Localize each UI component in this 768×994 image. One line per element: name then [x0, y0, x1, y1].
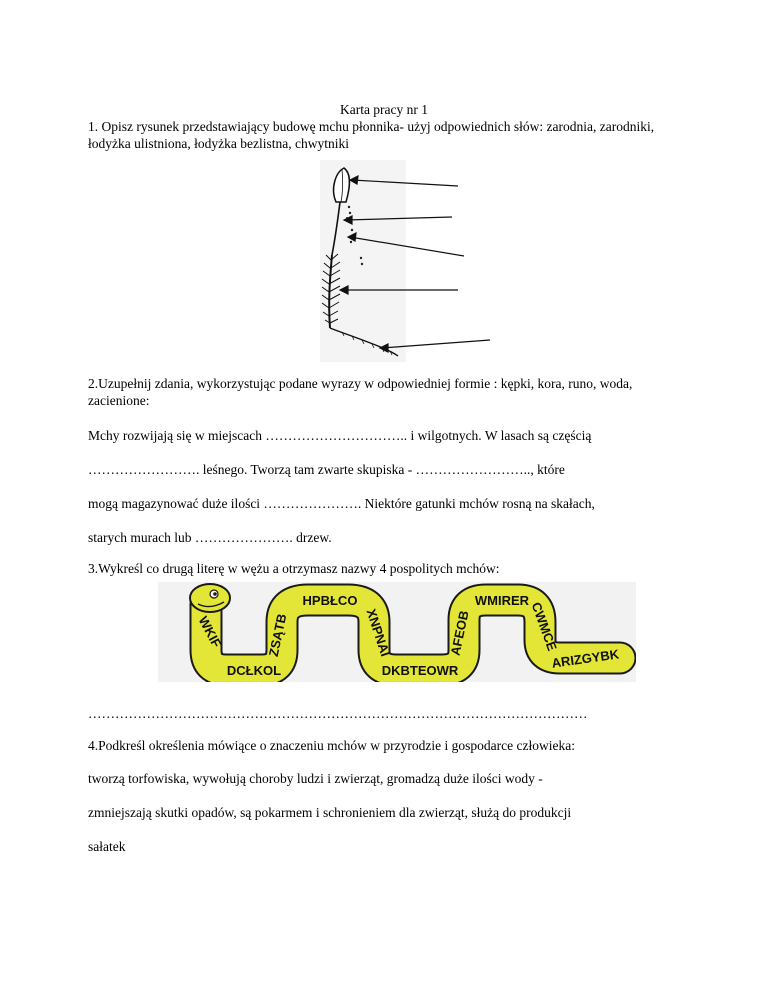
task4-option-line-2: zmniejszają skutki opadów, są pokarmem i schronieniem dla zwierząt, służą do produkcji — [88, 805, 572, 820]
task4-option-line-1: tworzą torfowiska, wywołują choroby ludzi i zwierząt, gromadzą duże ilości wody - — [88, 771, 543, 786]
snake-segment-3: ZSĄTB — [265, 612, 290, 658]
task2-sentence-line-2: ……………………. leśnego. Tworzą tam zwarte skupiska - …………………….., które — [88, 462, 565, 477]
task4-instruction: 4.Podkreśl określenia mówiące o znaczeniu mchów w przyrodzie i gospodarce człowieka: — [88, 738, 575, 753]
snake-head — [190, 584, 230, 612]
task4-option-line-3: sałatek — [88, 839, 126, 854]
worksheet-title: Karta pracy nr 1 — [339, 102, 429, 117]
task3-answer-line: ………………………………………………………………………………………………… — [88, 706, 588, 721]
snake-word-puzzle — [158, 582, 636, 682]
snake-segment-1: WKIF — [195, 613, 225, 651]
task1-text: 1. Opisz rysunek przedstawiający budowę mchu płonnika- użyj odpowiednich słów: zarodnia, zarodniki, łodyżka ulistniona, łodyżka bezlistna, chwytniki — [88, 119, 655, 151]
task3-instruction: 3.Wykreśl co drugą literę w wężu a otrzymasz nazwy 4 pospolitych mchów: — [88, 561, 500, 576]
snake-segment-4: HPBŁCO — [302, 593, 358, 608]
task2-sentence-line-3: mogą magazynować duże ilości …………………. Niektóre gatunki mchów rosną na skałach, — [88, 496, 595, 511]
snake-segment-6: DKBTEOWR — [381, 663, 459, 678]
snake-segment-8: WMIRER — [474, 593, 530, 608]
snake-segment-5: XNPNAI — [363, 606, 394, 659]
snake-segment-9: CWMCE — [528, 600, 560, 653]
task2-instruction: 2.Uzupełnij zdania, wykorzystując podane wyrazy w odpowiedniej formie : kępki, kora, runo, woda, zacienione: — [88, 376, 633, 408]
snake-segment-7: AFEOB — [447, 609, 472, 657]
moss-structure-diagram — [318, 160, 496, 362]
snake-segment-10: ARIZGYBK — [550, 646, 621, 671]
task2-sentence-line-1: Mchy rozwijają się w miejscach ………………………….. i wilgotnych. W lasach są częścią — [88, 428, 592, 443]
snake-segment-2: DCŁKOL — [226, 663, 282, 678]
task2-sentence-line-4: starych murach lub …………………. drzew. — [88, 530, 332, 545]
